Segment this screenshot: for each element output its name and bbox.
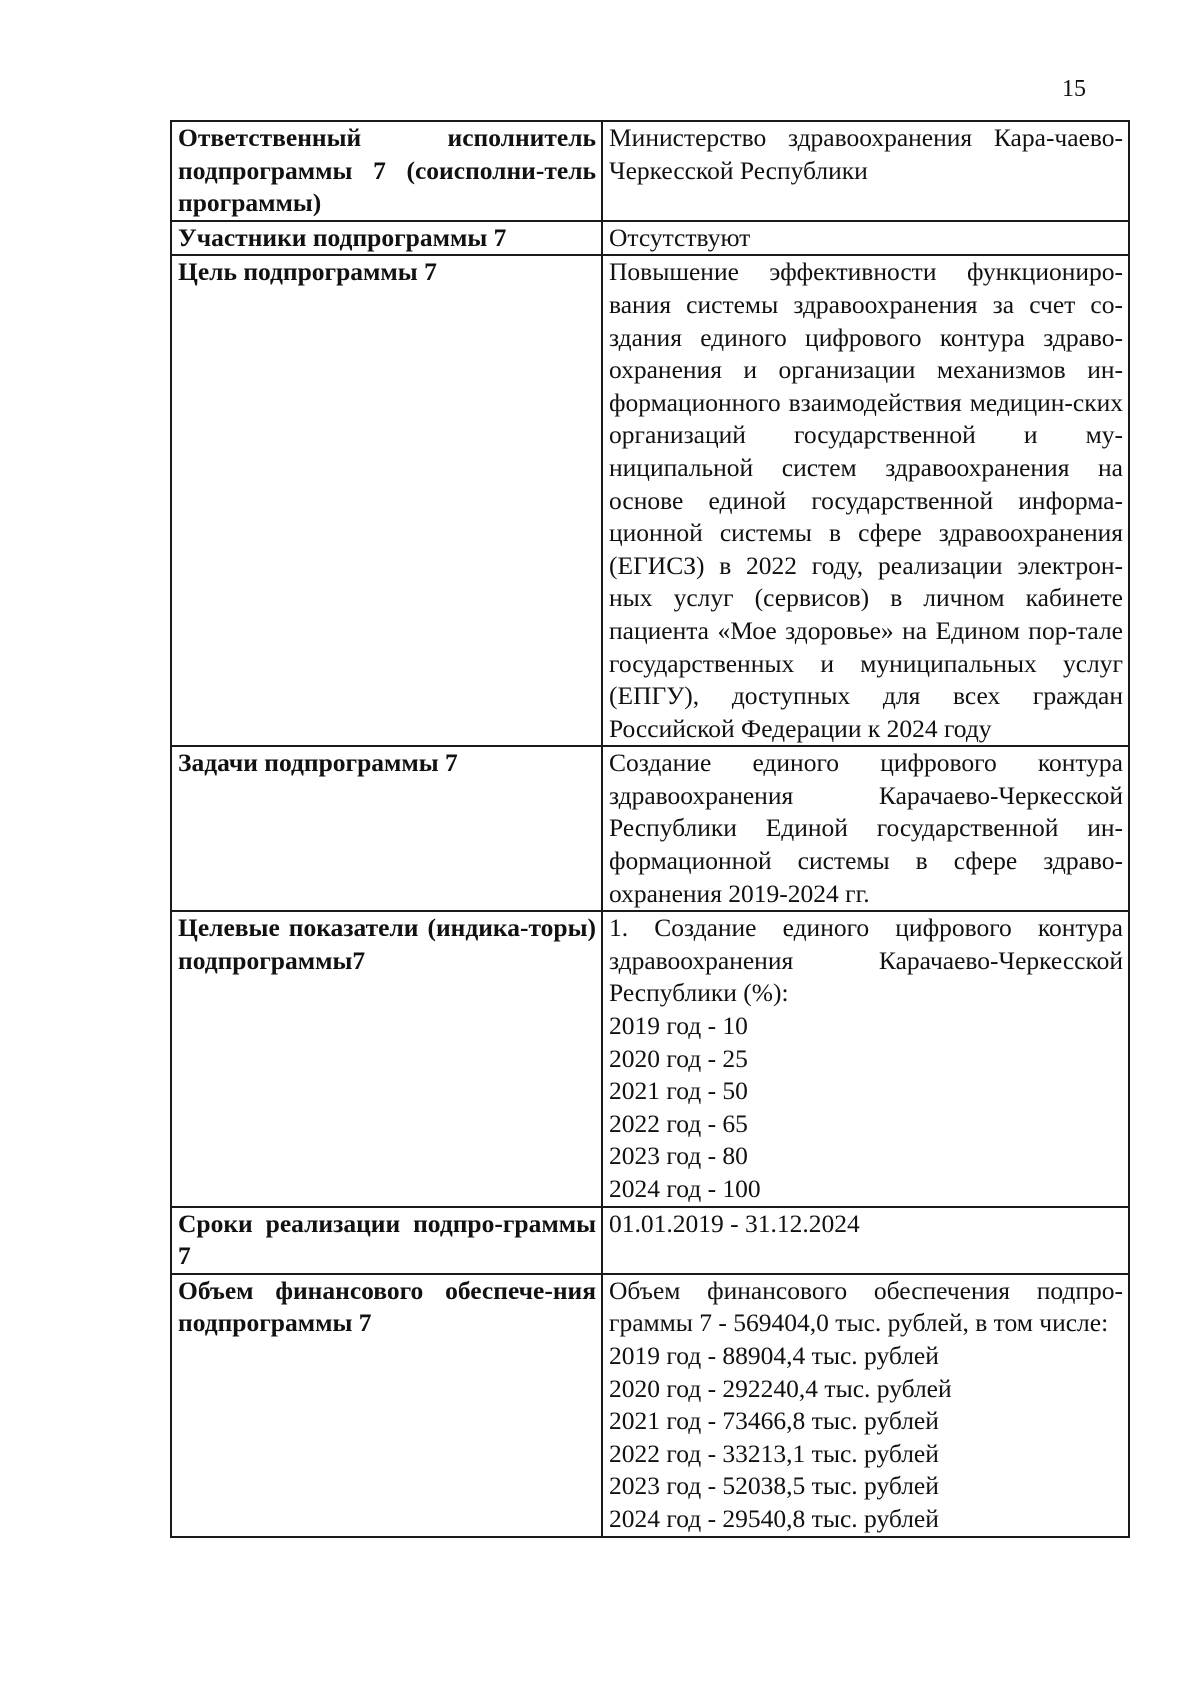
table-row	[171, 911, 1129, 1206]
row-label-tasks: Задачи подпрограммы 7	[171, 746, 602, 911]
table-row	[171, 746, 1129, 911]
row-value-participants: Отсутствуют	[602, 221, 1129, 256]
row-value-implementation-period: 01.01.2019 - 31.12.2024	[602, 1207, 1129, 1274]
row-value-tasks: Создание единого цифрового контура здравоохранения Карачаево-Черкесской Республики Единой государственной ин-формационной системы в сфере здраво-охранения 2019-2024 гг.	[602, 746, 1129, 911]
indicator-year-line: 2021 год - 50	[609, 1076, 748, 1106]
table-row	[171, 1207, 1129, 1274]
financing-year-line: 2022 год - 33213,1 тыс. рублей	[609, 1438, 939, 1468]
financing-year-line: 2024 год - 29540,8 тыс. рублей	[609, 1503, 939, 1533]
row-label-goal: Цель подпрограммы 7	[171, 255, 602, 746]
row-value-responsible-executor: Министерство здравоохранения Кара-чаево-Черкесской Республики	[602, 121, 1129, 221]
table-row	[171, 221, 1129, 256]
indicator-intro: 1. Создание единого цифрового контура здравоохранения Карачаево-Черкесской Республики (%):	[609, 913, 1123, 1008]
indicator-year-line: 2020 год - 25	[609, 1043, 748, 1073]
financing-intro: Объем финансового обеспечения подпро-граммы 7 - 569404,0 тыс. рублей, в том числе:	[609, 1275, 1123, 1338]
page-number: 15	[1062, 76, 1086, 102]
table-row	[171, 1274, 1129, 1537]
row-label-responsible-executor: Ответственный исполнитель подпрограммы 7 (соисполни-тель программы)	[171, 121, 602, 221]
financing-year-line: 2019 год - 88904,4 тыс. рублей	[609, 1340, 939, 1370]
row-label-financing-volume: Объем финансового обеспече-ния подпрограммы 7	[171, 1274, 602, 1537]
row-label-target-indicators: Целевые показатели (индика-торы) подпрограммы7	[171, 911, 602, 1206]
table-row	[171, 121, 1129, 221]
financing-year-line: 2021 год - 73466,8 тыс. рублей	[609, 1406, 939, 1436]
financing-year-line: 2020 год - 292240,4 тыс. рублей	[609, 1373, 952, 1403]
indicator-year-line: 2023 год - 80	[609, 1141, 748, 1171]
indicator-year-line: 2022 год - 65	[609, 1108, 748, 1138]
row-value-target-indicators	[602, 911, 1129, 1206]
table-row	[171, 255, 1129, 746]
financing-year-line: 2023 год - 52038,5 тыс. рублей	[609, 1471, 939, 1501]
subprogram-passport-table	[170, 120, 1130, 1538]
indicator-year-line: 2019 год - 10	[609, 1011, 748, 1041]
row-value-goal: Повышение эффективности функциониро-вания системы здравоохранения за счет со-здания единого цифрового контура здраво-охранения и организации механизмов ин-формационного взаимодействия медицин-ских организаций государственной и му-ниципальной систем здравоохранения на основе единой государственной информа-ционной системы в сфере здравоохранения (ЕГИСЗ) в 2022 году, реализации электрон-ных услуг (сервисов) в личном кабинете пациента «Мое здоровье» на Едином пор-тале государственных и муниципальных услуг (ЕПГУ), доступных для всех граждан Российской Федерации к 2024 году	[602, 255, 1129, 746]
row-label-participants: Участники подпрограммы 7	[171, 221, 602, 256]
indicator-year-line: 2024 год - 100	[609, 1174, 761, 1203]
row-label-implementation-period: Сроки реализации подпро-граммы 7	[171, 1207, 602, 1274]
row-value-financing-volume	[602, 1274, 1129, 1537]
